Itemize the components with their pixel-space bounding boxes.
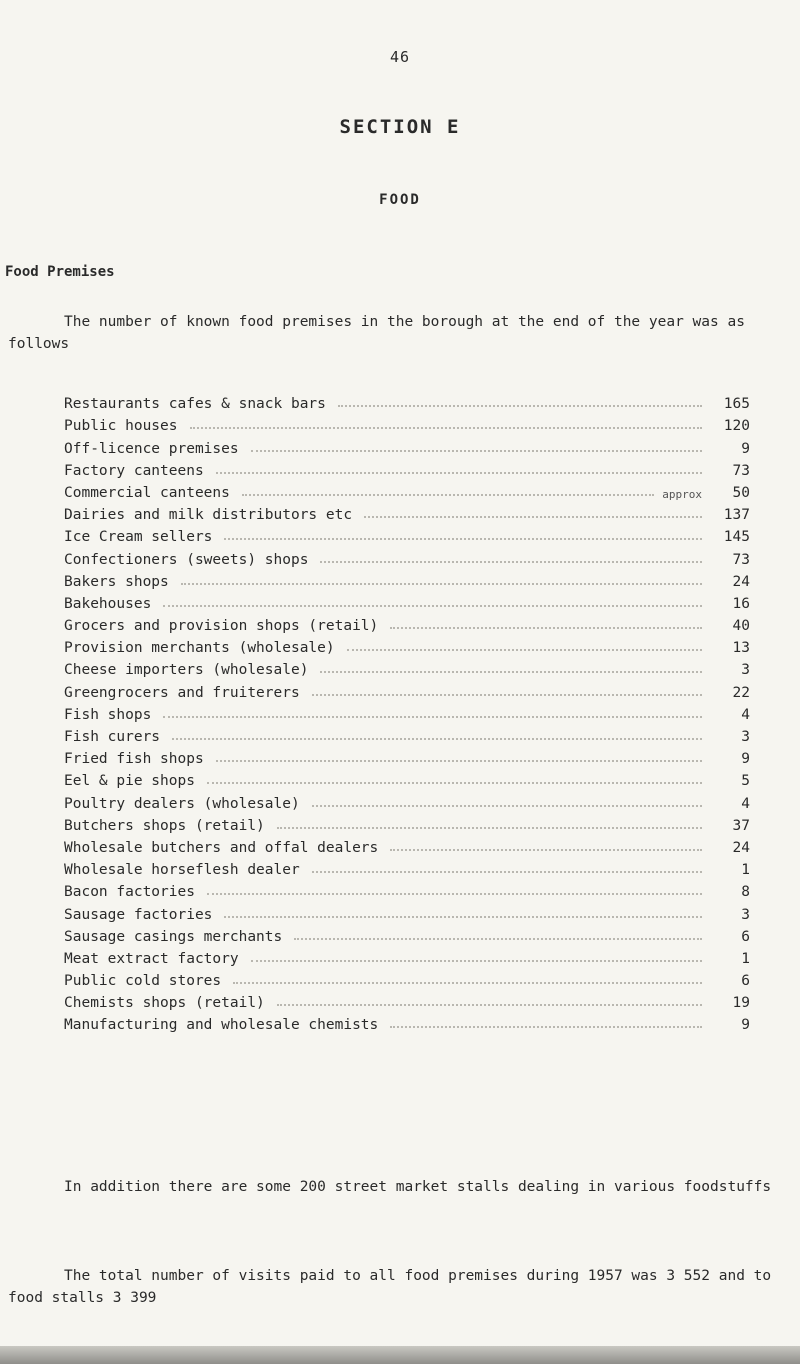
table-row — [64, 745, 750, 767]
premises-count: 9 — [741, 751, 750, 768]
premises-count: 137 — [723, 507, 750, 524]
table-row — [64, 568, 750, 590]
dot-leader — [216, 759, 702, 762]
dot-leader — [390, 1025, 702, 1028]
dot-leader — [390, 626, 702, 629]
premises-count: 9 — [741, 1017, 750, 1034]
dot-leader — [347, 648, 702, 651]
premises-count: 165 — [723, 396, 750, 413]
table-row — [64, 678, 750, 700]
premises-count: 1 — [741, 862, 750, 879]
premises-type: Ice Cream sellers — [64, 529, 213, 546]
visits-paragraph — [8, 1265, 788, 1309]
dot-leader — [224, 915, 702, 918]
premises-count: 19 — [732, 995, 750, 1012]
premises-count: 24 — [732, 839, 750, 856]
dot-leader — [251, 959, 702, 962]
dot-leader — [320, 560, 702, 563]
table-row — [64, 856, 750, 878]
table-row — [64, 989, 750, 1011]
dot-leader — [163, 715, 702, 718]
table-row — [64, 390, 750, 412]
dot-leader — [207, 781, 702, 784]
table-row — [64, 945, 750, 967]
premises-count: 13 — [732, 640, 750, 657]
table-row — [64, 634, 750, 656]
dot-leader — [364, 515, 702, 518]
premises-count: 120 — [723, 418, 750, 435]
dot-leader — [277, 1003, 702, 1006]
premises-count: 145 — [723, 529, 750, 546]
premises-type: Grocers and provision shops (retail) — [64, 618, 379, 635]
premises-type: Wholesale butchers and offal dealers — [64, 839, 379, 856]
intro-text: The number of known food premises in the borough at the end of the year was as follows — [8, 314, 745, 352]
premises-type: Bakehouses — [64, 595, 152, 612]
premises-count: 8 — [741, 884, 750, 901]
premises-type: Sausage casings merchants — [64, 928, 283, 945]
premises-type: Fish shops — [64, 706, 152, 723]
table-row — [64, 612, 750, 634]
table-row — [64, 923, 750, 945]
dot-leader — [207, 892, 702, 895]
table-row — [64, 457, 750, 479]
premises-type: Sausage factories — [64, 906, 213, 923]
premises-type: Dairies and milk distributors etc — [64, 507, 353, 524]
table-row — [64, 479, 750, 501]
table-row — [64, 545, 750, 567]
premises-count: 5 — [741, 773, 750, 790]
premises-type: Fish curers — [64, 729, 161, 745]
table-row — [64, 523, 750, 545]
dot-leader — [190, 426, 703, 429]
table-row — [64, 767, 750, 789]
premises-type: Commercial canteens — [64, 484, 230, 501]
table-row — [64, 412, 750, 434]
premises-type: Off-licence premises — [64, 440, 239, 457]
table-row — [64, 1011, 750, 1033]
table-row — [64, 590, 750, 612]
premises-count: 24 — [732, 573, 750, 590]
premises-type: Wholesale horseflesh dealer — [64, 862, 300, 879]
table-row — [64, 723, 750, 745]
page-bottom-edge — [0, 1346, 800, 1364]
premises-count: 73 — [732, 551, 750, 568]
premises-count: 3 — [741, 906, 750, 923]
dot-leader — [172, 737, 702, 740]
premises-count: 6 — [741, 973, 750, 990]
premises-type: Cheese importers (wholesale) — [64, 662, 309, 679]
count-qualifier: approx — [662, 487, 702, 501]
premises-type: Public houses — [64, 418, 178, 435]
dot-leader — [320, 670, 702, 673]
premises-count: 1 — [741, 950, 750, 967]
premises-type: Provision merchants (wholesale) — [64, 640, 335, 657]
page-number: 46 — [389, 48, 411, 66]
table-row — [64, 701, 750, 723]
dot-leader — [251, 449, 702, 452]
table-row — [64, 434, 750, 456]
premises-count: 73 — [732, 462, 750, 479]
premises-table — [64, 390, 750, 1033]
premises-type: Butchers shops (retail) — [64, 817, 265, 834]
premises-type: Bacon factories — [64, 884, 195, 901]
premises-count: 37 — [732, 817, 750, 834]
dot-leader — [312, 804, 702, 807]
premises-type: Bakers shops — [64, 573, 169, 590]
dot-leader — [242, 493, 654, 496]
visits-text: The total number of visits paid to all food premises during 1957 was 3 552 and to food stalls 3 399 — [8, 1268, 772, 1306]
dot-leader — [390, 848, 702, 851]
premises-count: 40 — [732, 618, 750, 635]
premises-count: 6 — [741, 928, 750, 945]
table-row — [64, 501, 750, 523]
premises-type: Meat extract factory — [64, 950, 239, 967]
premises-count: 3 — [741, 729, 750, 745]
subject-title: FOOD — [379, 192, 421, 208]
premises-type: Factory canteens — [64, 462, 204, 479]
dot-leader — [181, 582, 702, 585]
dot-leader — [312, 693, 702, 696]
premises-count: 16 — [732, 595, 750, 612]
intro-paragraph — [8, 311, 788, 355]
premises-count: 22 — [732, 684, 750, 701]
dot-leader — [224, 537, 702, 540]
premises-type: Fried fish shops — [64, 751, 204, 768]
dot-leader — [216, 471, 702, 474]
table-row — [64, 812, 750, 834]
table-row — [64, 789, 750, 811]
dot-leader — [163, 604, 702, 607]
premises-type: Public cold stores — [64, 973, 222, 990]
table-row — [64, 834, 750, 856]
dot-leader — [294, 937, 702, 940]
table-row — [64, 878, 750, 900]
food-premises-heading: Food Premises — [5, 264, 115, 280]
table-row — [64, 900, 750, 922]
premises-count: 3 — [741, 662, 750, 679]
premises-type: Confectioners (sweets) shops — [64, 551, 309, 568]
premises-count: 4 — [741, 795, 750, 812]
premises-type: Eel & pie shops — [64, 773, 195, 790]
dot-leader — [338, 404, 702, 407]
premises-type: Chemists shops (retail) — [64, 995, 265, 1012]
premises-count: 9 — [741, 440, 750, 457]
section-title: SECTION E — [339, 116, 461, 138]
dot-leader — [233, 981, 702, 984]
dot-leader — [277, 826, 702, 829]
premises-type: Greengrocers and fruiterers — [64, 684, 300, 701]
premises-count: 4 — [741, 706, 750, 723]
premises-type: Poultry dealers (wholesale) — [64, 795, 300, 812]
table-row — [64, 656, 750, 678]
stalls-text: In addition there are some 200 street market stalls dealing in various foodstuffs — [64, 1179, 772, 1195]
premises-count: 50 — [732, 484, 750, 501]
premises-type: Manufacturing and wholesale chemists — [64, 1017, 379, 1034]
dot-leader — [312, 870, 702, 873]
premises-type: Restaurants cafes & snack bars — [64, 396, 326, 413]
stalls-paragraph — [8, 1176, 788, 1198]
table-row — [64, 967, 750, 989]
